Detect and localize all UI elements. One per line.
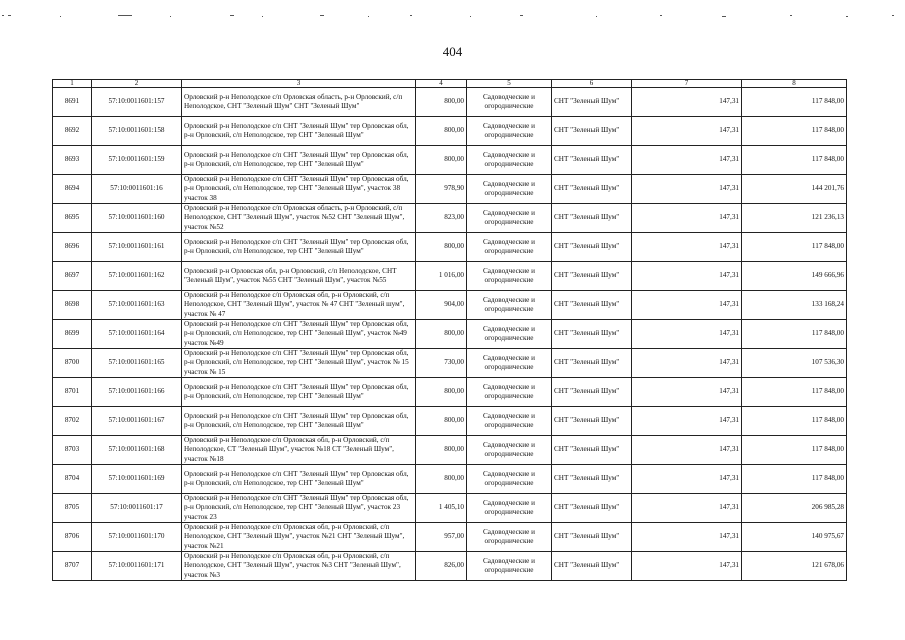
cadastral-number-cell: 57:10:0011601:17	[92, 494, 182, 523]
land-use-cell: Садоводческие и огороднические	[467, 320, 552, 349]
rate-cell: 147,31	[632, 465, 742, 494]
header-cell: 1	[53, 80, 92, 88]
organization-cell: СНТ "Зеленый Шум"	[552, 494, 632, 523]
rate-cell: 147,31	[632, 407, 742, 436]
rate-cell: 147,31	[632, 233, 742, 262]
rate-cell: 147,31	[632, 523, 742, 552]
land-use-cell: Садоводческие и огороднические	[467, 465, 552, 494]
row-number-cell: 8700	[53, 349, 92, 378]
address-cell: Орловский р-н Неполодское с/п СНТ "Зеленый Шум" тер Орловская обл, р-н Орловский, с/п Неполодское, тер СНТ "Зеленый Шум"	[182, 465, 416, 494]
cadastral-number-cell: 57:10:0011601:164	[92, 320, 182, 349]
row-number-cell: 8703	[53, 436, 92, 465]
cadastral-number-cell: 57:10:0011601:171	[92, 552, 182, 581]
area-cell: 800,00	[416, 233, 467, 262]
land-use-cell: Садоводческие и огороднические	[467, 523, 552, 552]
table-row	[53, 233, 847, 262]
land-use-cell: Садоводческие и огороднические	[467, 378, 552, 407]
area-cell: 800,00	[416, 146, 467, 175]
cadastral-value-cell: 117 848,00	[742, 407, 847, 436]
row-number-cell: 8705	[53, 494, 92, 523]
rate-cell: 147,31	[632, 204, 742, 233]
cadastral-value-cell: 140 975,67	[742, 523, 847, 552]
cadastral-value-cell: 206 985,28	[742, 494, 847, 523]
rate-cell: 147,31	[632, 291, 742, 320]
header-cell: 8	[742, 80, 847, 88]
row-number-cell: 8693	[53, 146, 92, 175]
area-cell: 826,00	[416, 552, 467, 581]
address-cell: Орловский р-н Неполодское с/п СНТ "Зеленый Шум" тер Орловская обл, р-н Орловский, с/п Неполодское, тер СНТ "Зеленый Шум"	[182, 146, 416, 175]
organization-cell: СНТ "Зеленый Шум"	[552, 378, 632, 407]
row-number-cell: 8701	[53, 378, 92, 407]
land-use-cell: Садоводческие и огороднические	[467, 233, 552, 262]
row-number-cell: 8696	[53, 233, 92, 262]
address-cell: Орловский р-н Неполодское с/п Орловская обл, р-н Орловский, с/п Неполодское, СНТ "Зеленый Шум", участок №21 СНТ "Зеленый Шум", участок №21	[182, 523, 416, 552]
land-use-cell: Садоводческие и огороднические	[467, 436, 552, 465]
header-cell: 2	[92, 80, 182, 88]
table-row	[53, 291, 847, 320]
rate-cell: 147,31	[632, 378, 742, 407]
organization-cell: СНТ "Зеленый Шум"	[552, 262, 632, 291]
table-row	[53, 175, 847, 204]
row-number-cell: 8704	[53, 465, 92, 494]
cadastral-number-cell: 57:10:0011601:160	[92, 204, 182, 233]
cadastral-value-cell: 117 848,00	[742, 146, 847, 175]
table-row	[53, 262, 847, 291]
land-use-cell: Садоводческие и огороднические	[467, 291, 552, 320]
table-row	[53, 117, 847, 146]
cadastral-number-cell: 57:10:0011601:163	[92, 291, 182, 320]
row-number-cell: 8694	[53, 175, 92, 204]
organization-cell: СНТ "Зеленый Шум"	[552, 523, 632, 552]
land-use-cell: Садоводческие и огороднические	[467, 204, 552, 233]
row-number-cell: 8692	[53, 117, 92, 146]
land-use-cell: Садоводческие и огороднические	[467, 117, 552, 146]
area-cell: 1 405,10	[416, 494, 467, 523]
header-cell: 4	[416, 80, 467, 88]
land-use-cell: Садоводческие и огороднические	[467, 262, 552, 291]
cadastral-value-cell: 117 848,00	[742, 436, 847, 465]
address-cell: Орловский р-н Неполодское с/п СНТ "Зеленый Шум" тер Орловская обл, р-н Орловский, с/п Неполодское, тер СНТ "Зеленый Шум"	[182, 117, 416, 146]
land-use-cell: Садоводческие и огороднические	[467, 349, 552, 378]
address-cell: Орловский р-н Неполодское с/п СНТ "Зеленый Шум" тер Орловская обл, р-н Орловский, с/п Неполодское, тер СНТ "Зеленый Шум"	[182, 378, 416, 407]
table-row	[53, 378, 847, 407]
area-cell: 800,00	[416, 117, 467, 146]
cadastral-number-cell: 57:10:0011601:16	[92, 175, 182, 204]
address-cell: Орловский р-н Неполодское с/п Орловская обл, р-н Орловский, с/п Неполодское, СНТ "Зеленый Шум", участок №3 СНТ "Зеленый Шум", участок №3	[182, 552, 416, 581]
land-use-cell: Садоводческие и огороднические	[467, 146, 552, 175]
table-row	[53, 465, 847, 494]
scan-noise-strip	[0, 14, 905, 18]
table-row	[53, 436, 847, 465]
rate-cell: 147,31	[632, 146, 742, 175]
cadastral-number-cell: 57:10:0011601:159	[92, 146, 182, 175]
address-cell: Орловский р-н Неполодское с/п СНТ "Зеленый Шум" тер Орловская обл, р-н Орловский, с/п Неполодское, тер СНТ "Зеленый Шум"	[182, 233, 416, 262]
cadastral-number-cell: 57:10:0011601:166	[92, 378, 182, 407]
organization-cell: СНТ "Зеленый Шум"	[552, 465, 632, 494]
organization-cell: СНТ "Зеленый Шум"	[552, 407, 632, 436]
cadastral-value-cell: 121 678,06	[742, 552, 847, 581]
rate-cell: 147,31	[632, 320, 742, 349]
organization-cell: СНТ "Зеленый Шум"	[552, 233, 632, 262]
rate-cell: 147,31	[632, 175, 742, 204]
header-cell: 7	[632, 80, 742, 88]
organization-cell: СНТ "Зеленый Шум"	[552, 204, 632, 233]
table-row	[53, 204, 847, 233]
cadastral-value-cell: 121 236,13	[742, 204, 847, 233]
row-number-cell: 8698	[53, 291, 92, 320]
land-plots-table	[52, 79, 847, 581]
area-cell: 730,00	[416, 349, 467, 378]
area-cell: 800,00	[416, 407, 467, 436]
cadastral-value-cell: 117 848,00	[742, 320, 847, 349]
area-cell: 800,00	[416, 465, 467, 494]
cadastral-number-cell: 57:10:0011601:169	[92, 465, 182, 494]
rate-cell: 147,31	[632, 88, 742, 117]
table-row	[53, 407, 847, 436]
cadastral-value-cell: 107 536,30	[742, 349, 847, 378]
address-cell: Орловский р-н Неполодское с/п Орловская обл, р-н Орловский, с/п Неполодское, СНТ "Зеленый Шум", участок № 47 СНТ "Зеленый шум", участок № 47	[182, 291, 416, 320]
address-cell: Орловский р-н Неполодское с/п СНТ "Зеленый Шум" тер Орловская обл, р-н Орловский, с/п Неполодское, тер СНТ "Зеленый Шум"	[182, 407, 416, 436]
cadastral-number-cell: 57:10:0011601:170	[92, 523, 182, 552]
organization-cell: СНТ "Зеленый Шум"	[552, 349, 632, 378]
rate-cell: 147,31	[632, 117, 742, 146]
organization-cell: СНТ "Зеленый Шум"	[552, 146, 632, 175]
organization-cell: СНТ "Зеленый Шум"	[552, 117, 632, 146]
cadastral-value-cell: 117 848,00	[742, 117, 847, 146]
table-row	[53, 349, 847, 378]
row-number-cell: 8691	[53, 88, 92, 117]
cadastral-value-cell: 144 201,76	[742, 175, 847, 204]
cadastral-number-cell: 57:10:0011601:165	[92, 349, 182, 378]
area-cell: 1 016,00	[416, 262, 467, 291]
table-row	[53, 523, 847, 552]
header-cell: 6	[552, 80, 632, 88]
row-number-cell: 8697	[53, 262, 92, 291]
area-cell: 957,00	[416, 523, 467, 552]
area-cell: 823,00	[416, 204, 467, 233]
address-cell: Орловский р-н Неполодское с/п Орловская обл, р-н Орловский, с/п Неполодское, СТ "Зеленый Шум", участок №18 СТ "Зеленый Шум", участок №18	[182, 436, 416, 465]
header-cell: 3	[182, 80, 416, 88]
row-number-cell: 8702	[53, 407, 92, 436]
cadastral-number-cell: 57:10:0011601:157	[92, 88, 182, 117]
address-cell: Орловский р-н Неполодское с/п Орловская область, р-н Орловский, с/п Неполодское, СНТ "Зеленый Шум", участок №52 СНТ "Зеленый Шум", участок №52	[182, 204, 416, 233]
organization-cell: СНТ "Зеленый Шум"	[552, 552, 632, 581]
organization-cell: СНТ "Зеленый Шум"	[552, 436, 632, 465]
area-cell: 800,00	[416, 320, 467, 349]
address-cell: Орловский р-н Неполодское с/п Орловская область, р-н Орловский, с/п Неполодское, СНТ "Зеленый Шум" СНТ "Зеленый Шум"	[182, 88, 416, 117]
address-cell: Орловский р-н Неполодское с/п СНТ "Зеленый Шум" тер Орловская обл, р-н Орловский, с/п Неполодское, тер СНТ "Зеленый Шум", участок №49 участок №49	[182, 320, 416, 349]
cadastral-number-cell: 57:10:0011601:161	[92, 233, 182, 262]
table-row	[53, 494, 847, 523]
table-header-row	[53, 80, 847, 88]
area-cell: 978,90	[416, 175, 467, 204]
rate-cell: 147,31	[632, 494, 742, 523]
row-number-cell: 8707	[53, 552, 92, 581]
row-number-cell: 8706	[53, 523, 92, 552]
table-row	[53, 146, 847, 175]
header-cell: 5	[467, 80, 552, 88]
organization-cell: СНТ "Зеленый Шум"	[552, 88, 632, 117]
address-cell: Орловский р-н Неполодское с/п СНТ "Зеленый Шум" тер Орловская обл, р-н Орловский, с/п Неполодское, тер СНТ "Зеленый Шум", участок 23 участок 23	[182, 494, 416, 523]
land-use-cell: Садоводческие и огороднические	[467, 552, 552, 581]
table-row	[53, 88, 847, 117]
cadastral-number-cell: 57:10:0011601:162	[92, 262, 182, 291]
cadastral-number-cell: 57:10:0011601:168	[92, 436, 182, 465]
row-number-cell: 8695	[53, 204, 92, 233]
cadastral-value-cell: 117 848,00	[742, 233, 847, 262]
cadastral-value-cell: 117 848,00	[742, 88, 847, 117]
rate-cell: 147,31	[632, 349, 742, 378]
area-cell: 904,00	[416, 291, 467, 320]
address-cell: Орловский р-н Орловская обл, р-н Орловский, с/п Неполодское, СНТ "Зеленый Шум", участок №55 СНТ "Зеленый Шум", участок №55	[182, 262, 416, 291]
page-number: 404	[442, 44, 463, 59]
cadastral-value-cell: 117 848,00	[742, 465, 847, 494]
address-cell: Орловский р-н Неполодское с/п СНТ "Зеленый Шум" тер Орловская обл, р-н Орловский, с/п Неполодское, тер СНТ "Зеленый Шум", участок № 15 участок № 15	[182, 349, 416, 378]
cadastral-value-cell: 133 168,24	[742, 291, 847, 320]
area-cell: 800,00	[416, 436, 467, 465]
table-row	[53, 320, 847, 349]
organization-cell: СНТ "Зеленый Шум"	[552, 320, 632, 349]
row-number-cell: 8699	[53, 320, 92, 349]
cadastral-number-cell: 57:10:0011601:158	[92, 117, 182, 146]
cadastral-value-cell: 149 666,96	[742, 262, 847, 291]
organization-cell: СНТ "Зеленый Шум"	[552, 291, 632, 320]
land-use-cell: Садоводческие и огороднические	[467, 175, 552, 204]
rate-cell: 147,31	[632, 436, 742, 465]
area-cell: 800,00	[416, 378, 467, 407]
address-cell: Орловский р-н Неполодское с/п СНТ "Зеленый Шум" тер Орловская обл, р-н Орловский, с/п Неполодское, тер СНТ "Зеленый Шум", участок 38 участок 38	[182, 175, 416, 204]
rate-cell: 147,31	[632, 552, 742, 581]
organization-cell: СНТ "Зеленый Шум"	[552, 175, 632, 204]
land-use-cell: Садоводческие и огороднические	[467, 88, 552, 117]
table-row	[53, 552, 847, 581]
area-cell: 800,00	[416, 88, 467, 117]
rate-cell: 147,31	[632, 262, 742, 291]
cadastral-number-cell: 57:10:0011601:167	[92, 407, 182, 436]
land-use-cell: Садоводческие и огороднические	[467, 407, 552, 436]
cadastral-value-cell: 117 848,00	[742, 378, 847, 407]
land-use-cell: Садоводческие и огороднические	[467, 494, 552, 523]
